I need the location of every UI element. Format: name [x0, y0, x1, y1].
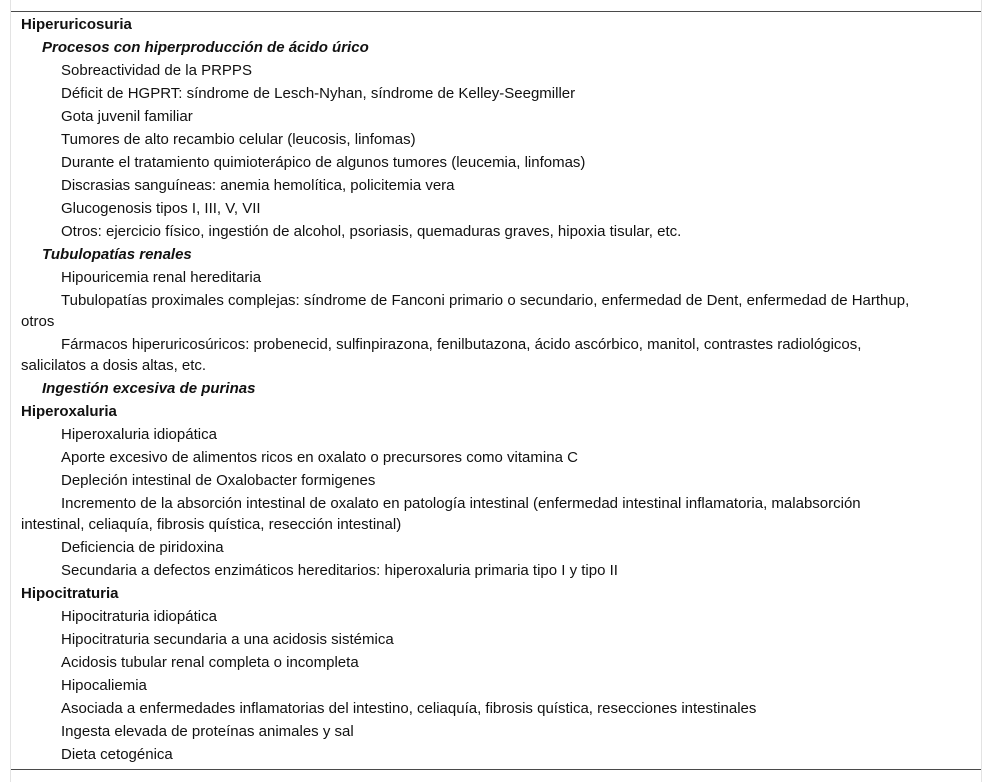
table-row: Sobreactividad de la PRPPS: [61, 62, 252, 79]
table-row: Discrasias sanguíneas: anemia hemolítica, policitemia vera: [61, 177, 455, 194]
table-row: Deficiencia de piridoxina: [61, 539, 224, 556]
table-row: Tumores de alto recambio celular (leucosis, linfomas): [61, 131, 416, 148]
table-row: Durante el tratamiento quimioterápico de algunos tumores (leucemia, linfomas): [61, 154, 586, 171]
table-row: Dieta cetogénica: [61, 746, 173, 763]
section-heading-hipocitraturia: Hipocitraturia: [21, 585, 119, 602]
subheading-hiperproduccion: Procesos con hiperproducción de ácido úrico: [42, 39, 369, 56]
table-row: Aporte excesivo de alimentos ricos en oxalato o precursores como vitamina C: [61, 449, 578, 466]
table-row: Acidosis tubular renal completa o incompleta: [61, 654, 359, 671]
table-row: Tubulopatías proximales complejas: síndrome de Fanconi primario o secundario, enfermedad de Dent, enfermedad de Harthup, otros: [21, 292, 910, 330]
table-row: Fármacos hiperuricosúricos: probenecid, sulfinpirazona, fenilbutazona, ácido ascórbico, manitol, contrastes radiológicos, salicilatos a dosis altas, etc.: [21, 336, 862, 374]
table-row: Incremento de la absorción intestinal de oxalato en patología intestinal (enfermedad intestinal inflamatoria, malabsorción intestinal, celiaquía, fibrosis quística, resección intestinal): [21, 495, 861, 533]
table-row: Asociada a enfermedades inflamatorias del intestino, celiaquía, fibrosis quística, resecciones intestinales: [61, 700, 757, 717]
table-row: Hipocitraturia idiopática: [61, 608, 217, 625]
table-row: Déficit de HGPRT: síndrome de Lesch-Nyhan, síndrome de Kelley-Seegmiller: [61, 85, 576, 102]
table-row: Secundaria a defectos enzimáticos hereditarios: hiperoxaluria primaria tipo I y tipo II: [61, 562, 618, 579]
table-row: Ingesta elevada de proteínas animales y sal: [61, 723, 354, 740]
table-row: Glucogenosis tipos I, III, V, VII: [61, 200, 261, 217]
causes-table: [11, 11, 981, 770]
table-row: Hipouricemia renal hereditaria: [61, 269, 262, 286]
table-row: Hipocitraturia secundaria a una acidosis sistémica: [61, 631, 394, 648]
table-row: Gota juvenil familiar: [61, 108, 193, 125]
table-row: Depleción intestinal de Oxalobacter formigenes: [61, 472, 376, 489]
section-heading-hiperuricosuria: Hiperuricosuria: [21, 16, 132, 33]
table-row: Hipocaliemia: [61, 677, 147, 694]
subheading-tubulopatias: Tubulopatías renales: [42, 246, 192, 263]
table-row: Hiperoxaluria idiopática: [61, 426, 217, 443]
section-heading-hiperoxaluria: Hiperoxaluria: [21, 403, 117, 420]
table-row: Otros: ejercicio físico, ingestión de alcohol, psoriasis, quemaduras graves, hipoxia tisular, etc.: [61, 223, 682, 240]
subheading-ingestion-purinas: Ingestión excesiva de purinas: [42, 380, 256, 397]
